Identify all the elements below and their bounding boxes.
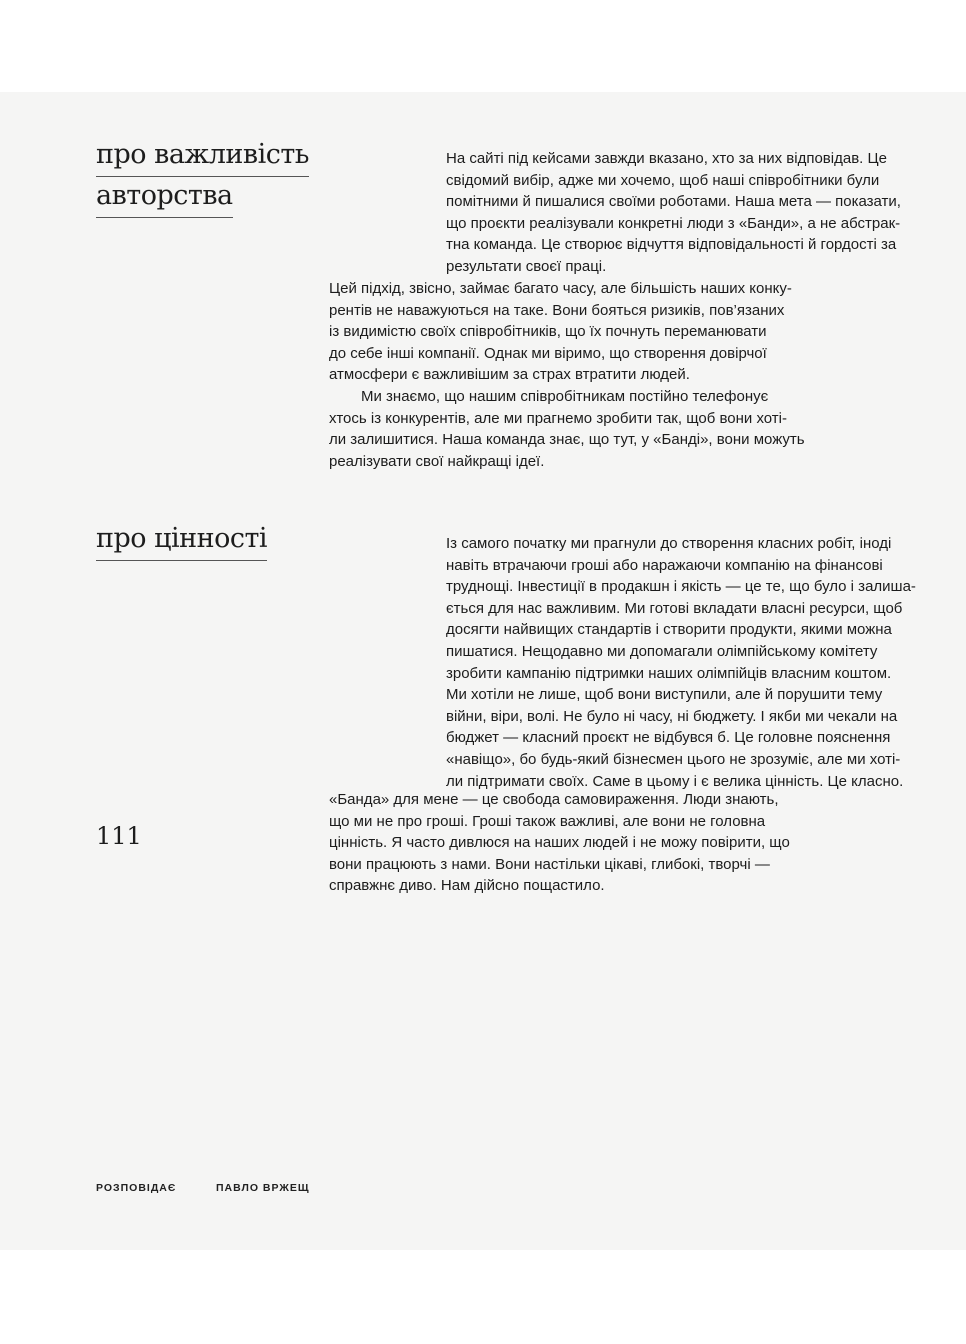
text-line: тна команда. Це створює відчуття відповідальності й гордості за: [446, 236, 897, 254]
text-line: ли залишитися. Наша команда знає, що тут, у «Банді», вони можуть: [329, 431, 805, 449]
text-line: труднощі. Інвестиції в продакшн і якість — це те, що було і залиша-: [446, 578, 916, 596]
text-line: результати своєї праці.: [446, 257, 607, 275]
text-line: бюджет — класний проєкт не відбувся б. Це головне пояснення: [446, 729, 891, 747]
authorship-intro-paragraph: [446, 148, 901, 278]
section-heading-authorship: [96, 136, 309, 218]
book-page: [0, 92, 966, 1250]
text-line: хтось із конкурентів, але ми прагнемо зробити так, щоб вони хоті-: [329, 409, 787, 427]
text-line: Із самого початку ми прагнули до створення класних робіт, іноді: [446, 535, 892, 552]
text-line: до себе інші компанії. Однак ми віримо, що створення довірчої: [329, 344, 767, 362]
footer-author: ПАВЛО ВРЖЕЩ: [216, 1182, 310, 1194]
text-line: свідомий вибір, адже ми хочемо, щоб наші співробітники були: [446, 171, 880, 189]
text-line: На сайті під кейсами завжди вказано, хто за них відповідав. Це: [446, 150, 887, 167]
text-line: що ми не про гроші. Гроші також важливі, але вони не головна: [329, 812, 766, 830]
heading-line: про цінності: [96, 520, 267, 561]
text-line: пишатися. Нещодавно ми допомагали олімпійському комітету: [446, 642, 878, 660]
page-number: 111: [96, 822, 142, 850]
values-intro-paragraph: [446, 533, 916, 792]
text-line: атмосфери є важливішим за страх втратити людей.: [329, 366, 690, 384]
text-line: реалізувати свої найкращі ідеї.: [329, 452, 545, 470]
section-heading-values: [96, 520, 267, 561]
text-line: цінність. Я часто дивлюся на наших людей і не можу повірити, що: [329, 834, 790, 852]
values-body-paragraph: [329, 789, 790, 897]
text-line: Ми знаємо, що нашим співробітникам постійно телефонує: [361, 387, 769, 405]
text-line: зробити кампанію підтримки наших олімпійців власним коштом.: [446, 664, 892, 682]
text-line: досягти найвищих стандартів і створити продукти, якими можна: [446, 621, 892, 639]
text-line: війни, віри, волі. Не було ні часу, ні бюджету. І якби ми чекали на: [446, 707, 898, 725]
footer-label: РОЗПОВІДАЄ: [96, 1182, 177, 1194]
text-line: навіть втрачаючи гроші або наражаючи компанію на фінансові: [446, 556, 883, 574]
heading-line: авторства: [96, 177, 233, 218]
text-line: «Банда» для мене — це свобода самовираження. Люди знають,: [329, 791, 779, 808]
text-line: ли підтримати своїх. Саме в цьому і є велика цінність. Це класно.: [446, 772, 904, 790]
text-line: помітними й пишалися своїми роботами. Наша мета — показати,: [446, 193, 901, 211]
text-line: Цей підхід, звісно, займає багато часу, але більшість наших конку-: [329, 280, 792, 297]
text-line: «навіщо», бо будь-який бізнесмен цього не зрозуміє, але ми хоті-: [446, 750, 901, 768]
authorship-body-paragraph: [329, 278, 805, 472]
text-line: що проєкти реалізували конкретні люди з «Банди», а не абстрак-: [446, 214, 901, 232]
text-line: справжнє диво. Нам дійсно пощастило.: [329, 877, 605, 895]
text-line: ється для нас важливим. Ми готові вкладати власні ресурси, щоб: [446, 599, 903, 617]
text-line: вони працюють з нами. Вони настільки цікаві, глибокі, творчі —: [329, 855, 770, 873]
text-line: Ми хотіли не лише, щоб вони виступили, але й порушити тему: [446, 686, 883, 704]
text-line: рентів не наважуються на таке. Вони бояться ризиків, пов’язаних: [329, 301, 785, 319]
text-line: із видимістю своїх співробітників, що їх почнуть переманювати: [329, 323, 767, 341]
heading-line: про важливість: [96, 136, 309, 177]
